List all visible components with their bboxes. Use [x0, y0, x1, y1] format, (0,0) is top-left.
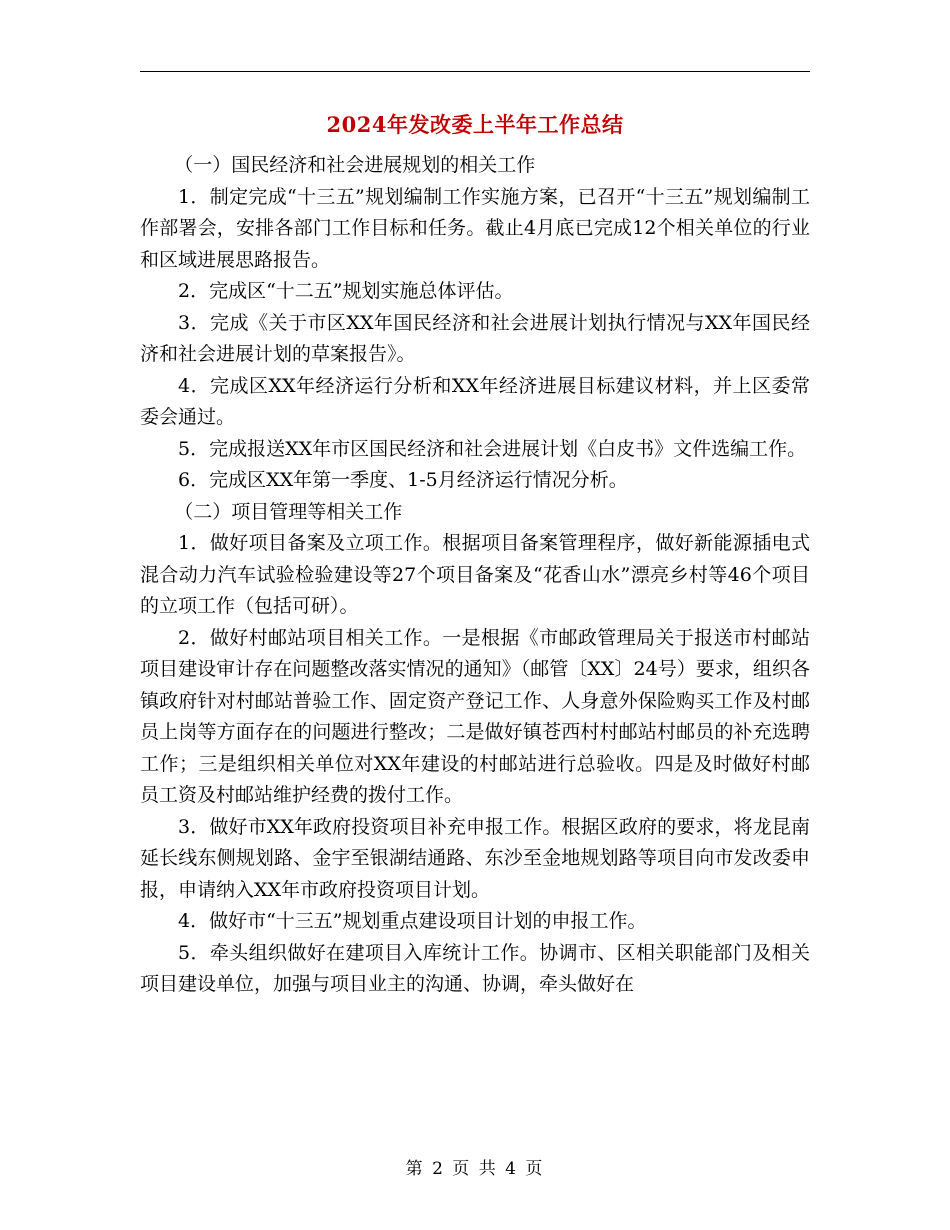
paragraph: 2．完成区“十二五”规划实施总体评估。 — [178, 280, 514, 302]
paragraph: 1．做好项目备案及立项工作。根据项目备案管理程序，做好新能源插电式混合动力汽车试验检验建设等27个项目备案及“花香山水”漂亮乡村等46个项目的立项工作（包括可研）。 — [140, 532, 810, 617]
header-rule — [140, 71, 810, 72]
paragraph: 3．做好市XX年政府投资项目补充申报工作。根据区政府的要求，将龙昆南延长线东侧规划路、金宇至银湖结通路、东沙至金地规划路等项目向市发改委申报，申请纳入XX年市政府投资项目计划。 — [140, 815, 810, 901]
page-footer: 第 2 页 共 4 页 — [405, 1159, 545, 1179]
paragraph: 5．牵头组织做好在建项目入库统计工作。协调市、区相关职能部门及相关项目建设单位，加强与项目业主的沟通、协调，牵头做好在 — [140, 941, 810, 995]
paragraph: 1．制定完成“十三五”规划编制工作实施方案，已召开“十三五”规划编制工作部署会，安排各部门工作目标和任务。截止4月底已完成12个相关单位的行业和区域进展思路报告。 — [140, 185, 810, 271]
document-body — [140, 150, 810, 1001]
paragraph: 5．完成报送XX年市区国民经济和社会进展计划《白皮书》文件选编工作。 — [178, 437, 807, 460]
paragraph: 2．做好村邮站项目相关工作。一是根据《市邮政管理局关于报送市村邮站项目建设审计存在问题整改落实情况的通知》（邮管〔XX〕24号）要求，组织各镇政府针对村邮站普验工作、固定资产登记工作、人身意外保险购买工作及村邮员上岗等方面存在的问题进行整改；二是做好镇苍西村村邮站村邮员的补充选聘工作；三是组织相关单位对XX年建设的村邮站进行总验收。四是及时做好村邮员工资及村邮站维护经费的拨付工作。 — [140, 626, 810, 806]
paragraph: 3．完成《关于市区XX年国民经济和社会进展计划执行情况与XX年国民经济和社会进展计划的草案报告》。 — [140, 311, 810, 365]
paragraph: 6．完成区XX年第一季度、1-5月经济运行情况分析。 — [178, 469, 628, 491]
paragraph: 4．做好市“十三五”规划重点建设项目计划的申报工作。 — [178, 910, 647, 932]
section-heading-1: （一）国民经济和社会进展规划的相关工作 — [174, 154, 536, 176]
section-heading-2: （二）项目管理等相关工作 — [174, 500, 403, 523]
document-title: 2024年发改委上半年工作总结 — [326, 112, 624, 137]
paragraph: 4．完成区XX年经济运行分析和XX年经济进展目标建议材料，并上区委常委会通过。 — [140, 374, 810, 428]
